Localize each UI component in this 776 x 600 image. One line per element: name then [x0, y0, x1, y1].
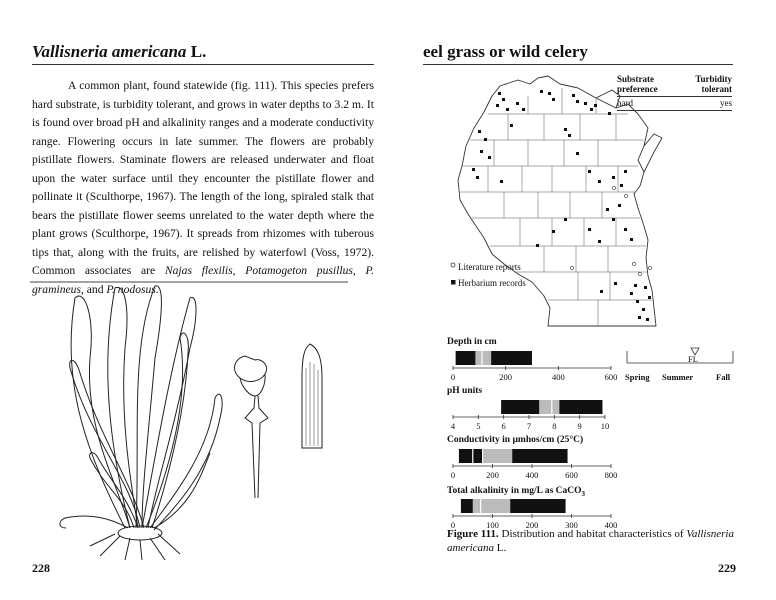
- species-author: L.: [190, 42, 207, 61]
- conductivity-tick-label: 400: [525, 470, 539, 480]
- conductivity-tick-label: 0: [450, 470, 456, 480]
- depth-tick-label: 600: [604, 372, 617, 382]
- flowering-chart: [625, 346, 735, 366]
- species-name: Vallisneria americana: [32, 42, 187, 61]
- caption-figure-number: Figure 111.: [447, 528, 499, 540]
- ph-tick-label: 4: [450, 421, 456, 431]
- left-page-number: 228: [32, 561, 50, 575]
- conductivity-label: Conductivity in µmhos/cm (25°C): [447, 435, 584, 445]
- ph-tick-label: 7: [526, 421, 532, 431]
- legend-herbarium: Herbarium records: [458, 278, 526, 288]
- alkalinity-tick-label: 200: [525, 520, 539, 530]
- associates-last: P. nodosus.: [106, 282, 159, 296]
- left-page-title: [32, 42, 206, 62]
- species-description: [32, 77, 374, 299]
- substrate-value: hard: [617, 98, 633, 108]
- conductivity-tick-label: 800: [604, 470, 617, 480]
- turbidity-header: [690, 74, 732, 94]
- description-text: A common plant, found statewide (fig. 111). This species prefers hard substrate, is turbidity tolerant, and grows in water depths to 3.2 m. It is found over broad pH and alkalinity ranges and a moderate conductivity range. Flowering occurs in late summer. The flowers are probably pistillate flowers. Staminate flowers are released underwater and float upon the water surface until they encounter the pistillate flower and pollinate it (Sculthorpe, 1967). The length of the long, spiraled stalk that bears the pistillate flower seems unrelated to the water depth where the plant grows (Sculthorpe, 1967). It spreads from rhizomes with tuberous tips that, along with the fruits, are relished by waterfowl (Voss, 1972). Common associates are: [32, 79, 374, 277]
- ph-chart: [447, 397, 617, 431]
- conductivity-tick-label: 600: [565, 470, 578, 480]
- depth-tick-label: 400: [551, 372, 565, 382]
- turbidity-header-line2: tolerant: [701, 84, 732, 94]
- caption-species: Vallisneria americana: [447, 528, 734, 554]
- ph-range-gray: [539, 400, 559, 414]
- wisconsin-distribution-map: [448, 68, 693, 330]
- alkalinity-label-text: Total alkalinity in mg/L as CaCO: [447, 486, 582, 496]
- plant-illustration: [30, 278, 350, 560]
- depth-tick-label: 200: [499, 372, 513, 382]
- associates-species: Najas flexilis, Potamogeton pusillus, P. gramineus,: [32, 264, 375, 296]
- right-page-number: 229: [718, 561, 736, 575]
- caption-author: L.: [496, 542, 507, 554]
- ph-tick-label: 6: [501, 421, 506, 431]
- depth-range-gray: [475, 351, 491, 365]
- substrate-header-line1: Substrate: [617, 74, 655, 84]
- conductivity-range-gray: [483, 449, 513, 463]
- season-fall: Fall: [716, 372, 731, 382]
- alkalinity-tick-label: 400: [604, 520, 617, 530]
- conductivity-chart: [447, 446, 617, 480]
- left-title-rule: [32, 64, 374, 65]
- alkalinity-label-sub: 3: [581, 489, 586, 498]
- alkalinity-tick-label: 300: [565, 520, 578, 530]
- depth-label: Depth in cm: [447, 337, 497, 347]
- literature-legend-icon: [448, 260, 458, 270]
- ph-tick-label: 10: [600, 421, 610, 431]
- alkalinity-tick-label: 0: [450, 520, 456, 530]
- turbidity-header-line1: Turbidity: [695, 74, 732, 84]
- season-summer: Summer: [662, 372, 694, 382]
- depth-chart: [447, 348, 617, 382]
- associates-and: and: [86, 282, 104, 296]
- alkalinity-tick-label: 100: [486, 520, 499, 530]
- alkalinity-range-gray: [473, 499, 511, 513]
- depth-tick-label: 0: [450, 372, 456, 382]
- ph-label: pH units: [447, 386, 483, 396]
- right-page-title: eel grass or wild celery: [423, 42, 588, 61]
- figure-caption: [447, 527, 747, 555]
- turbidity-value: yes: [720, 98, 732, 108]
- flowering-label: FL: [688, 354, 698, 364]
- substrate-header-line2: preference: [617, 84, 658, 94]
- ph-tick-label: 8: [552, 421, 557, 431]
- conductivity-tick-label: 200: [486, 470, 499, 480]
- legend-literature: Literature reports: [458, 262, 521, 272]
- alkalinity-chart: [447, 496, 617, 530]
- season-spring: Spring: [625, 372, 650, 382]
- depth-range-black: [456, 351, 532, 365]
- herbarium-legend-icon: [448, 277, 458, 287]
- right-title-rule: [423, 64, 733, 65]
- conductivity-range-black: [459, 449, 568, 463]
- ph-tick-label: 5: [476, 421, 481, 431]
- caption-text: Distribution and habitat characteristics of: [501, 528, 684, 540]
- ph-tick-label: 9: [577, 421, 582, 431]
